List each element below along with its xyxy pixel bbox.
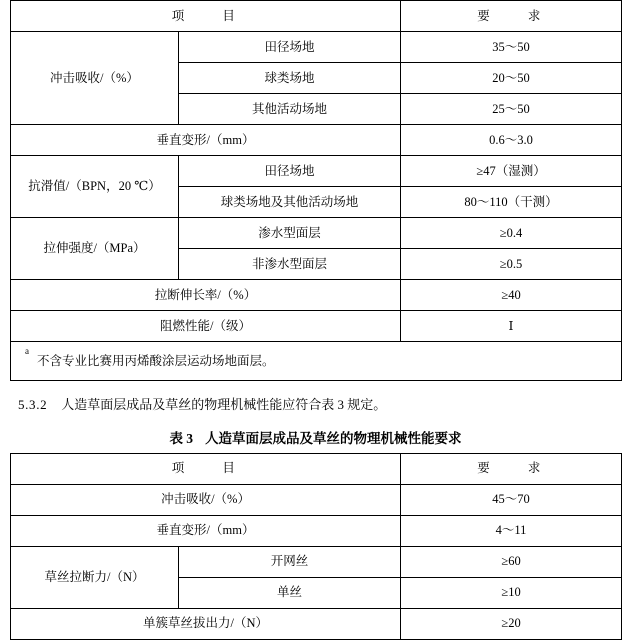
table-row xyxy=(11,125,622,156)
footnote-text: 不含专业比赛用丙烯酸涂层运动场地面层。 xyxy=(37,353,275,368)
row-sublabel: 非渗水型面层 xyxy=(179,249,401,280)
table-footnote xyxy=(11,342,622,381)
row-value: ≥0.5 xyxy=(401,249,622,280)
table-header-row xyxy=(11,453,622,484)
row-label-skid-resistance: 抗滑值/（BPN，20 ℃） xyxy=(11,156,179,218)
footnote-marker: a xyxy=(25,346,29,356)
row-value: Ⅰ xyxy=(401,311,622,342)
physical-mechanical-properties-table xyxy=(10,0,622,381)
row-label-tensile-strength: 拉伸强度/（MPa） xyxy=(11,218,179,280)
row-value: 35～50 xyxy=(401,32,622,63)
row-sublabel: 田径场地 xyxy=(179,32,401,63)
table1-header-item: 项 目 xyxy=(11,1,401,32)
table-footnote-row xyxy=(11,342,622,381)
row-value: 0.6～3.0 xyxy=(401,125,622,156)
row-label-elongation-at-break: 拉断伸长率/（%） xyxy=(11,280,401,311)
row-value: ≥0.4 xyxy=(401,218,622,249)
row-value: ≥10 xyxy=(401,577,622,608)
row-label-vertical-deformation: 垂直变形/（mm） xyxy=(11,125,401,156)
row-sublabel: 其他活动场地 xyxy=(179,94,401,125)
table-row xyxy=(11,515,622,546)
row-sublabel: 渗水型面层 xyxy=(179,218,401,249)
row-label-impact-absorption: 冲击吸收/（%） xyxy=(11,484,401,515)
clause-text: 人造草面层成品及草丝的物理机械性能应符合表 3 规定。 xyxy=(61,397,387,412)
row-value: 25～50 xyxy=(401,94,622,125)
clause-number: 5.3.2 xyxy=(18,397,48,412)
row-sublabel: 开网丝 xyxy=(179,546,401,577)
table2-header-item: 项 目 xyxy=(11,453,401,484)
row-label-impact-absorption: 冲击吸收/（%） xyxy=(11,32,179,125)
row-sublabel: 球类场地及其他活动场地 xyxy=(179,187,401,218)
row-value: 80～110（干测） xyxy=(401,187,622,218)
table-row xyxy=(11,280,622,311)
artificial-turf-properties-table xyxy=(10,453,622,640)
table2-header-requirement: 要 求 xyxy=(401,453,622,484)
table3-caption-label: 表 3 xyxy=(169,430,194,446)
table3-caption-text: 人造草面层成品及草丝的物理机械性能要求 xyxy=(205,430,462,446)
row-value: ≥40 xyxy=(401,280,622,311)
table-row xyxy=(11,156,622,187)
row-value: ≥47（湿测） xyxy=(401,156,622,187)
row-label-tuft-withdrawal-force: 单簇草丝拔出力/（N） xyxy=(11,608,401,639)
clause-paragraph xyxy=(10,395,621,415)
table-row xyxy=(11,484,622,515)
table-row xyxy=(11,546,622,577)
table-header-row xyxy=(11,1,622,32)
row-label-turf-fiber-breaking-force: 草丝拉断力/（N） xyxy=(11,546,179,608)
table-row xyxy=(11,311,622,342)
row-value: ≥20 xyxy=(401,608,622,639)
table-row xyxy=(11,218,622,249)
table3-caption xyxy=(10,427,621,447)
row-value: 45～70 xyxy=(401,484,622,515)
row-sublabel: 球类场地 xyxy=(179,63,401,94)
table-row xyxy=(11,32,622,63)
row-sublabel: 田径场地 xyxy=(179,156,401,187)
table-row xyxy=(11,608,622,639)
row-label-vertical-deformation: 垂直变形/（mm） xyxy=(11,515,401,546)
table1-header-requirement: 要 求 xyxy=(401,1,622,32)
row-value: 4～11 xyxy=(401,515,622,546)
row-label-flame-retardancy: 阻燃性能/（级） xyxy=(11,311,401,342)
row-value: ≥60 xyxy=(401,546,622,577)
row-sublabel: 单丝 xyxy=(179,577,401,608)
row-value: 20～50 xyxy=(401,63,622,94)
